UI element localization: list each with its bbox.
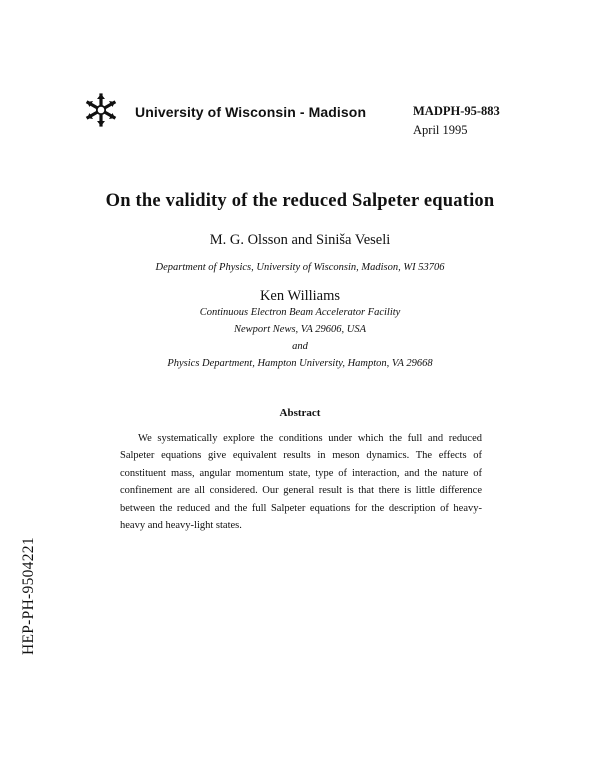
paper-title: On the validity of the reduced Salpeter equation bbox=[105, 191, 495, 211]
affiliation-2-line-1: Continuous Electron Beam Accelerator Facility bbox=[199, 307, 401, 318]
abstract-heading: Abstract bbox=[279, 407, 321, 419]
snowflake-crest-icon bbox=[84, 93, 118, 127]
affiliation-2-line-3: Physics Department, Hampton University, Hampton, VA 29668 bbox=[167, 358, 433, 369]
affiliation-1: Department of Physics, University of Wisconsin, Madison, WI 53706 bbox=[155, 262, 445, 273]
institution-name: University of Wisconsin - Madison bbox=[135, 104, 367, 120]
abstract-text: We systematically explore the conditions under which the full and reduced Salpeter equations give equivalent results in meson dynamics. The effects of constituent mass, angular momentum state, type of interaction, and the nature of confinement are all considered. Our general result is that there is little difference between the reduced and the full Salpeter equations for the description of heavy-heavy and heavy-light states. bbox=[120, 433, 482, 532]
authors-group-1: M. G. Olsson and Siniša Veseli bbox=[209, 232, 391, 248]
publication-date: April 1995 bbox=[413, 123, 468, 137]
arxiv-identifier: HEP-PH-9504221 bbox=[20, 537, 37, 655]
authors-group-2: Ken Williams bbox=[259, 288, 341, 304]
report-number: MADPH-95-883 bbox=[413, 104, 500, 118]
affiliation-2-line-2: Newport News, VA 29606, USA bbox=[233, 324, 367, 335]
affiliation-2-and: and bbox=[292, 341, 308, 352]
